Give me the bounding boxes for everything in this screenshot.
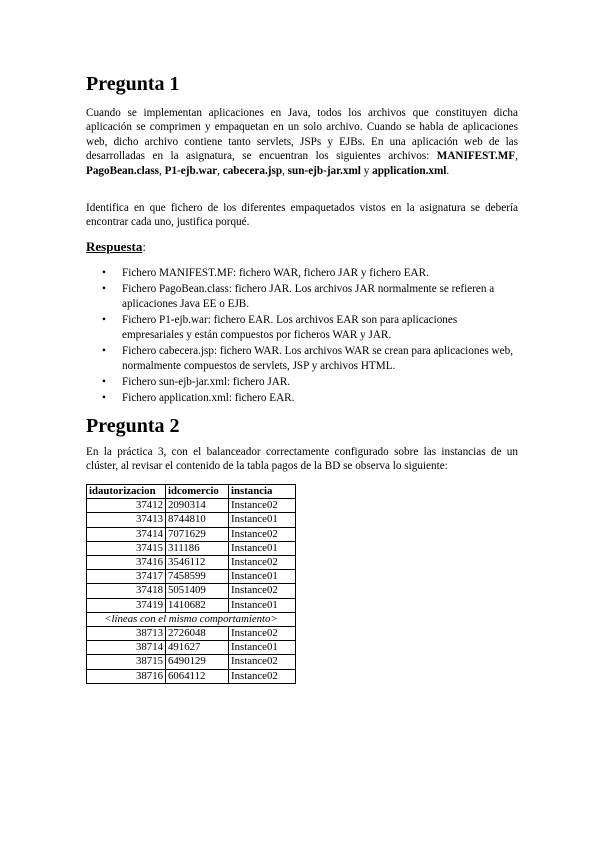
table-header-row — [87, 485, 296, 499]
bullet-icon: • — [102, 283, 106, 295]
list-item — [100, 391, 518, 406]
table-row — [87, 541, 296, 555]
question-2-paragraph: En la práctica 3, con el balanceador correctamente configurado sobre las instancias de un clúster, al revisar el contenido de la tabla pagos de la BD se observa lo siguiente: — [86, 446, 518, 473]
file-name: P1-ejb.war — [164, 164, 218, 177]
table-cell: Instance01 — [229, 541, 296, 555]
table-row — [87, 499, 296, 513]
table-row — [87, 513, 296, 527]
table-cell: 7071629 — [166, 527, 229, 541]
table-cell: Instance01 — [229, 641, 296, 655]
table-cell: 6490129 — [166, 655, 229, 669]
file-name: sun-ejb-jar.xml — [287, 164, 361, 177]
column-header: idcomercio — [166, 485, 229, 499]
table-gap-row — [87, 612, 296, 626]
table-row — [87, 556, 296, 570]
table-cell: 311186 — [166, 541, 229, 555]
list-item-text: Fichero MANIFEST.MF: fichero WAR, fichero JAR y fichero EAR. — [122, 267, 429, 279]
table-cell: Instance02 — [229, 669, 296, 683]
text: , — [515, 150, 518, 163]
table-cell: 37418 — [87, 584, 166, 598]
table-cell: 38713 — [87, 627, 166, 641]
table-cell: Instance02 — [229, 499, 296, 513]
bullet-icon: • — [102, 376, 106, 388]
table-row — [87, 570, 296, 584]
list-item — [100, 282, 518, 312]
file-name: MANIFEST.MF — [436, 150, 516, 163]
bullet-icon: • — [102, 392, 106, 404]
answer-label: Respuesta — [86, 239, 143, 254]
list-item — [100, 375, 518, 390]
table-row — [87, 641, 296, 655]
table-row — [87, 598, 296, 612]
list-item-text: Fichero sun-ejb-jar.xml: fichero JAR. — [122, 376, 291, 388]
answer-colon: : — [142, 239, 146, 254]
table-cell: Instance02 — [229, 584, 296, 598]
table-row — [87, 669, 296, 683]
gap-note: <líneas con el mismo comportamiento> — [87, 612, 296, 626]
table-row — [87, 655, 296, 669]
column-header: idautorizacion — [87, 485, 166, 499]
question-2-title: Pregunta 2 — [86, 415, 180, 437]
table-row — [87, 584, 296, 598]
list-item-text: Fichero PagoBean.class: fichero JAR. Los archivos JAR normalmente se refieren a aplicaciones Java EE o EJB. — [122, 283, 495, 310]
table-cell: Instance02 — [229, 556, 296, 570]
bullet-icon: • — [102, 267, 106, 279]
table-cell: 1410682 — [166, 598, 229, 612]
table-cell: 37414 — [87, 527, 166, 541]
file-name: cabecera.jsp — [222, 164, 283, 177]
list-item — [100, 313, 518, 343]
question-1-instruction: Identifica en que fichero de los diferentes empaquetados vistos en la asignatura se debería encontrar cada uno, justifica porqué. — [86, 202, 518, 229]
table-cell: Instance02 — [229, 527, 296, 541]
table-cell: 491627 — [166, 641, 229, 655]
question-1-paragraph — [86, 106, 518, 178]
text: , — [159, 164, 165, 177]
table-cell: 3546112 — [166, 556, 229, 570]
table-cell: Instance02 — [229, 655, 296, 669]
answer-heading — [86, 239, 146, 255]
question-1-title: Pregunta 1 — [86, 73, 180, 95]
table-cell: 5051409 — [166, 584, 229, 598]
list-item-text: Fichero application.xml: fichero EAR. — [122, 392, 295, 404]
text: . — [446, 164, 450, 177]
table-cell: 37412 — [87, 499, 166, 513]
list-item-text: Fichero P1-ejb.war: fichero EAR. Los archivos EAR son para aplicaciones empresariales y están compuestos por ficheros WAR y JAR. — [122, 314, 458, 341]
answer-list — [100, 266, 518, 407]
table-cell: Instance01 — [229, 598, 296, 612]
table-cell: 37416 — [87, 556, 166, 570]
list-item-text: Fichero cabecera.jsp: fichero WAR. Los archivos WAR se crean para aplicaciones web, normalmente compuestos de servlets, JSP y archivos HTML. — [122, 345, 513, 372]
file-name: application.xml — [372, 164, 447, 177]
table-cell: Instance02 — [229, 627, 296, 641]
table-cell: 2726048 — [166, 627, 229, 641]
bullet-icon: • — [102, 345, 106, 357]
list-item — [100, 344, 518, 374]
table-cell: Instance01 — [229, 513, 296, 527]
table-cell: 6064112 — [166, 669, 229, 683]
text: Cuando se implementan aplicaciones en Java, todos los archivos que constituyen dicha aplicación se comprimen y empaquetan en un solo archivo. Cuando se habla de aplicaciones web, dicho archivo contiene tanto servlets, JSPs y EJBs. En una aplicación web de las desarrolladas en la asignatura, se encuentran los siguientes archivos: — [86, 107, 518, 163]
table-cell: Instance01 — [229, 570, 296, 584]
table-cell: 38715 — [87, 655, 166, 669]
column-header: instancia — [229, 485, 296, 499]
bullet-icon: • — [102, 314, 106, 326]
table-cell: 7458599 — [166, 570, 229, 584]
table-cell: 2090314 — [166, 499, 229, 513]
payments-table — [86, 484, 296, 684]
table-row — [87, 627, 296, 641]
text: , — [217, 164, 223, 177]
table-cell: 38714 — [87, 641, 166, 655]
table-cell: 37413 — [87, 513, 166, 527]
text: , — [282, 164, 288, 177]
table-cell: 37417 — [87, 570, 166, 584]
table-cell: 8744810 — [166, 513, 229, 527]
file-name: PagoBean.class — [86, 164, 160, 177]
table-cell: 37415 — [87, 541, 166, 555]
table-row — [87, 527, 296, 541]
list-item — [100, 266, 518, 281]
text: y — [360, 164, 373, 177]
table-cell: 38716 — [87, 669, 166, 683]
table-cell: 37419 — [87, 598, 166, 612]
